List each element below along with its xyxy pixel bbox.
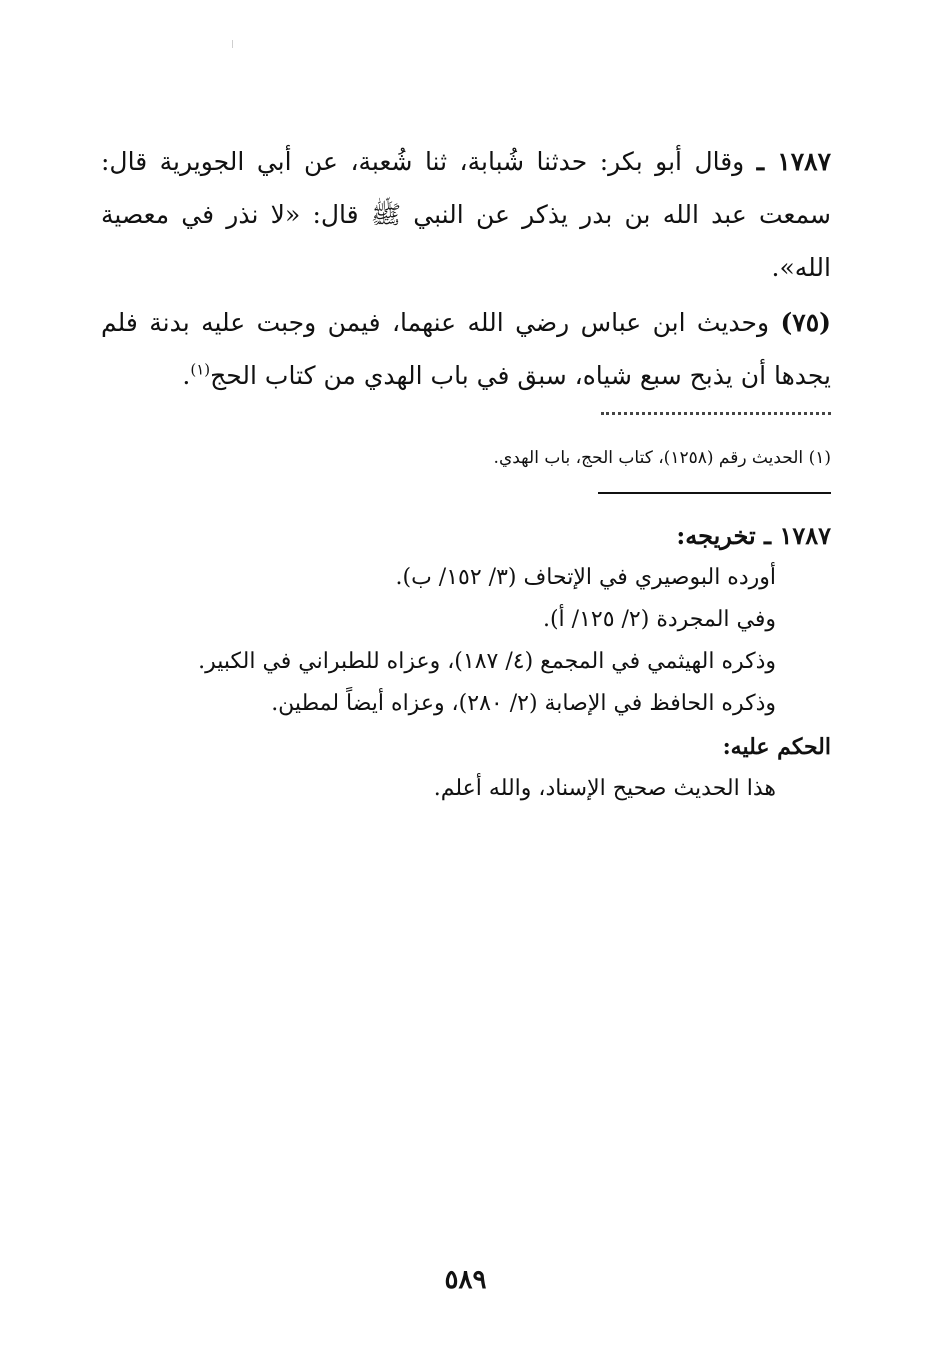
footnote-reference-marker[interactable]: (١) [190, 360, 211, 379]
hadith-75-end: . [182, 361, 191, 390]
hadith-75-text: وحديث ابن عباس رضي الله عنهما، فيمن وجبت عليه بدنة فلم يجدها أن يذبح سبع شياه، سبق في باب الهدي من كتاب الحج [101, 308, 831, 390]
footnote-text: الحديث رقم (١٢٥٨)، كتاب الحج، باب الهدي. [493, 448, 804, 468]
hadith-1787-paragraph [101, 135, 831, 294]
footnote-separator-dots [601, 412, 831, 415]
section-divider [598, 492, 831, 494]
hadith-1787-text: وقال أبو بكر: حدثنا شُبابة، ثنا شُعبة، عن أبي الجويرية قال: سمعت عبد الله بن بدر يذكر عن النبي ﷺ قال: «لا نذر في معصية الله». [101, 147, 831, 282]
hadith-1787-number: ١٧٨٧ ـ [756, 147, 832, 176]
takhrij-line: وذكره الهيثمي في المجمع (٤/ ١٨٧)، وعزاه للطبراني في الكبير. [198, 649, 776, 674]
hadith-75-number: (٧٥) [780, 308, 831, 337]
hukm-text: هذا الحديث صحيح الإسناد، والله أعلم. [433, 776, 776, 801]
takhrij-line: وفي المجردة (٢/ ١٢٥/ أ). [542, 607, 776, 632]
scan-mark [232, 40, 233, 48]
footnote-marker: (١) [808, 448, 831, 468]
footnote [101, 443, 831, 473]
hukm-heading: الحكم عليه: [722, 734, 831, 760]
takhrij-list [96, 557, 776, 725]
page-number: ٥٨٩ [444, 1265, 487, 1295]
takhrij-heading: ١٧٨٧ ـ تخريجه: [676, 521, 831, 550]
takhrij-line: وذكره الحافظ في الإصابة (٢/ ٢٨٠)، وعزاه أيضاً لمطين. [271, 691, 776, 716]
hadith-75-paragraph [101, 296, 831, 402]
takhrij-line: أورده البوصيري في الإتحاف (٣/ ١٥٢/ ب). [395, 565, 776, 590]
